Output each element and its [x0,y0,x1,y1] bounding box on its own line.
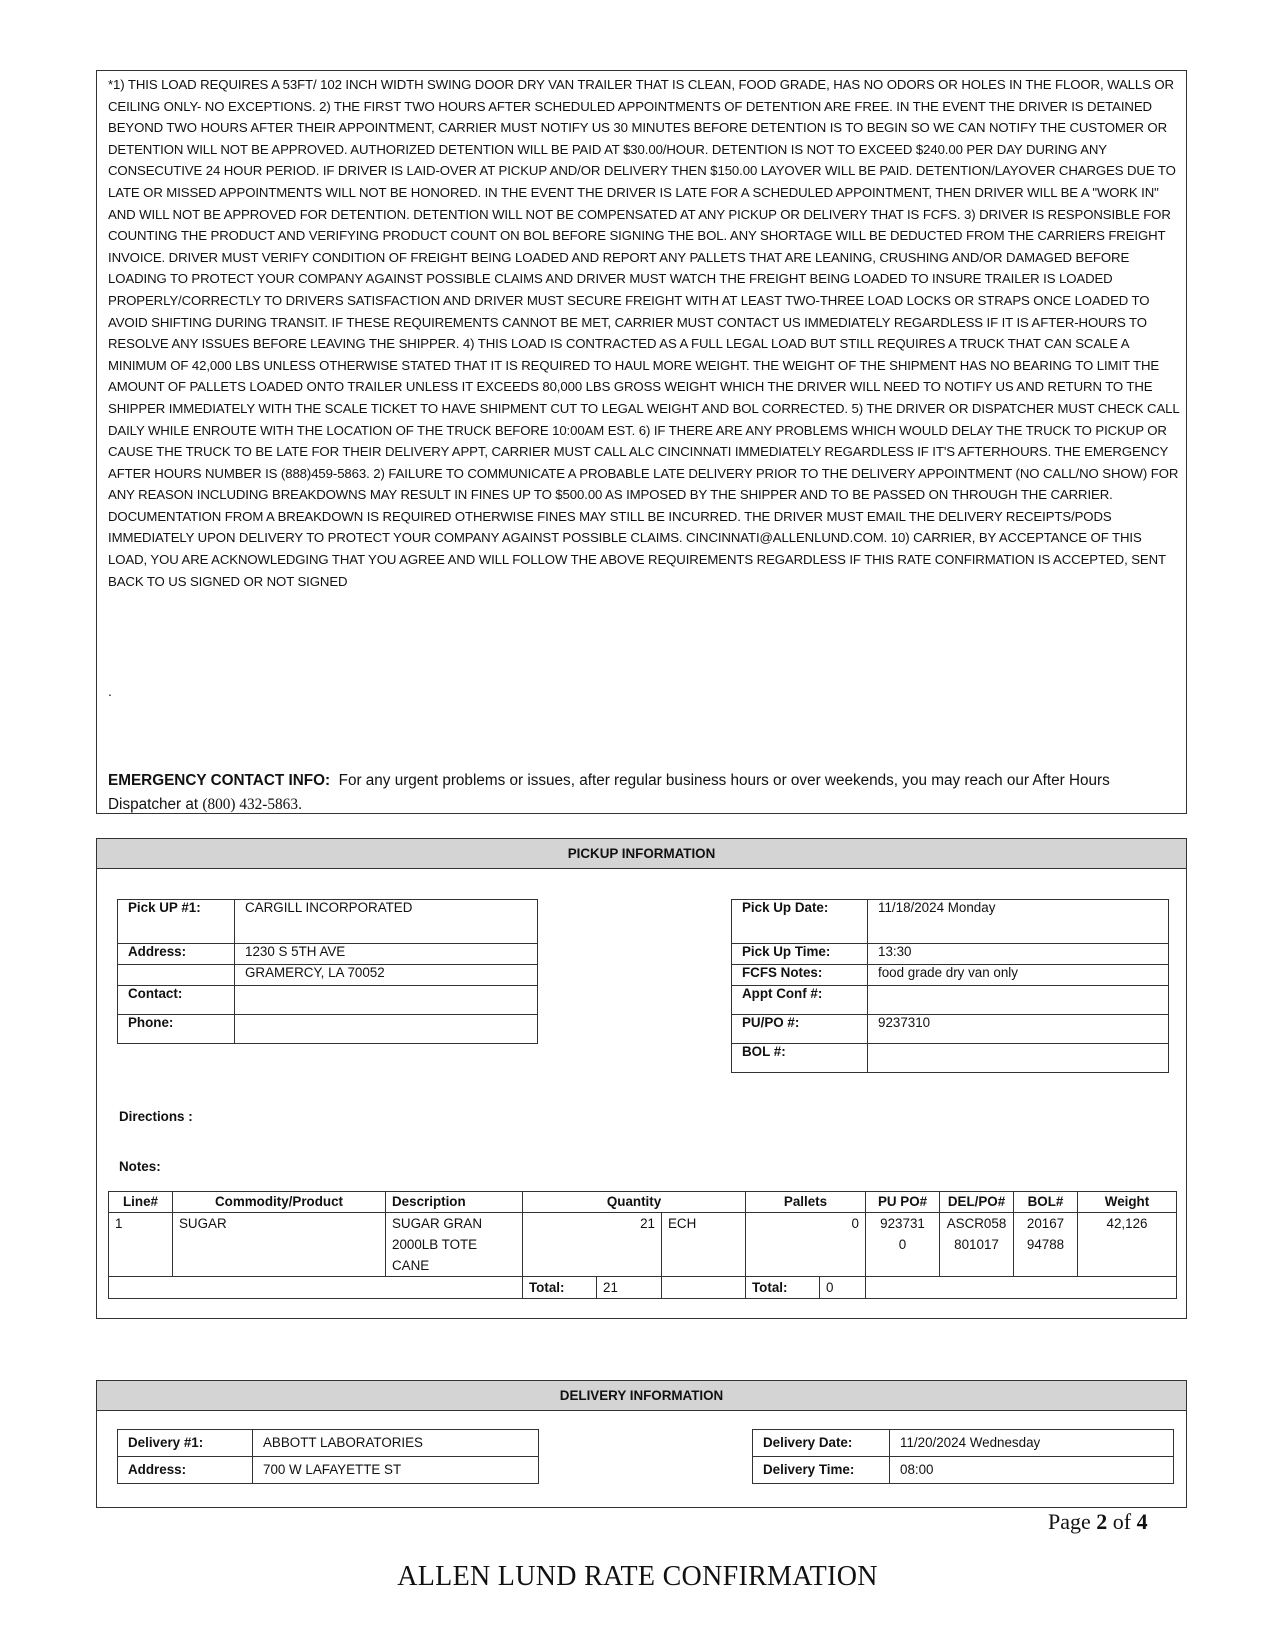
pickup-date-value: 11/18/2024 Monday [868,900,1169,944]
delivery-label: Delivery #1: [118,1430,253,1457]
bol-label: BOL #: [732,1044,868,1073]
terms-text: *1) THIS LOAD REQUIRES A 53FT/ 102 INCH WIDTH SWING DOOR DRY VAN TRAILER THAT IS CLEAN, FOOD GRADE, HAS NO ODORS OR HOLES IN THE FLOOR, WALLS OR CEILING ONLY- NO EXCEPTIONS. 2) THE FIRST TWO HOURS AFTER SCHEDULED APPOINTMENTS OF DETENTION ARE FREE. IN THE EVENT THE DRIVER IS DETAINED BEYOND TWO HOURS AFTER THEIR APPOINTMENT, CARRIER MUST NOTIFY US 30 MINUTES BEFORE DETENTION IS TO BEGIN SO WE CAN NOTIFY THE CUSTOMER OR DETENTION WILL NOT BE APPROVED. AUTHORIZED DETENTION WILL BE PAID AT $30.00/HOUR. DETENTION IS NOT TO EXCEED $240.00 PER DAY DURING ANY CONSECUTIVE 24 HOUR PERIOD. IF DRIVER IS LAID-OVER AT PICKUP AND/OR DELIVERY THEN $150.00 LAYOVER WILL BE PAID. DETENTION/LAYOVER CHARGES DUE TO LATE OR MISSED APPOINTMENTS WILL NOT BE HONORED. IN THE EVENT THE DRIVER IS LATE FOR A SCHEDULED APPOINTMENT, THEN DRIVER WILL BE A "WORK IN" AND WILL NOT BE APPROVED FOR DETENTION. DETENTION WILL NOT BE COMPENSATED AT ANY PICKUP OR DELIVERY THAT IS FCFS. 3) DRIVER IS RESPONSIBLE FOR COUNTING THE PRODUCT AND VERIFYING PRODUCT COUNT ON BOL BEFORE SIGNING THE BOL. ANY SHORTAGE WILL BE DEDUCTED FROM THE CARRIERS FREIGHT INVOICE. DRIVER MUST VERIFY CONDITION OF FREIGHT BEING LOADED AND REPORT ANY PALLETS THAT ARE LEANING, CRUSHING AND/OR DAMAGED BEFORE LOADING TO PROTECT YOUR COMPANY AGAINST POSSIBLE CLAIMS AND DRIVER MUST WATCH THE FREIGHT BEING LOADED TO INSURE TRAILER IS LOADED PROPERLY/CORRECTLY TO DRIVERS SATISFACTION AND DRIVER MUST SECURE FREIGHT WITH AT LEAST TWO-THREE LOAD LOCKS OR STRAPS ONCE LOADED TO AVOID SHIFTING DURING TRANSIT. IF THESE REQUIREMENTS CANNOT BE MET, CARRIER MUST CONTACT US IMMEDIATELY REGARDLESS IF IT IS AFTER-HOURS TO RESOLVE ANY ISSUES BEFORE LEAVING THE SHIPPER. 4) THIS LOAD IS CONTRACTED AS A FULL LEGAL LOAD BUT STILL REQUIRES A TRUCK THAT CAN SCALE A MINIMUM OF 42,000 LBS UNLESS OTHERWISE STATED THAT IT IS REQUIRED TO HAUL MORE WEIGHT. THE WEIGHT OF THE SHIPMENT HAS NO BEARING TO LIMIT THE AMOUNT OF PALLETS LOADED ONTO TRAILER UNLESS IT EXCEEDS 80,000 LBS GROSS WEIGHT WHICH THE DRIVER WILL NEED TO NOTIFY US AND RETURN TO THE SHIPPER IMMEDIATELY WITH THE SCALE TICKET TO HAVE SHIPMENT CUT TO LEGAL WEIGHT AND BOL CORRECTED. 5) THE DRIVER OR DISPATCHER MUST CHECK CALL DAILY WHILE ENROUTE WITH THE LOCATION OF THE TRUCK BEFORE 10:00AM EST. 6) IF THERE ARE ANY PROBLEMS WHICH WOULD DELAY THE TRUCK TO PICKUP OR CAUSE THE TRUCK TO BE LATE FOR THEIR DELIVERY APPT, CARRIER MUST CALL ALC CINCINNATI IMMEDIATELY REGARDLESS IF IT'S AFTERHOURS. THE EMERGENCY AFTER HOURS NUMBER IS (888)459-5863. 2) FAILURE TO COMMUNICATE A PROBABLE LATE DELIVERY PRIOR TO THE DELIVERY APPOINTMENT (NO CALL/NO SHOW) FOR ANY REASON INCLUDING BREAKDOWNS MAY RESULT IN FINES UP TO $500.00 AS IMPOSED BY THE SHIPPER AND TO BE PASSED ON THROUGH THE CARRIER. DOCUMENTATION FROM A BREAKDOWN IS REQUIRED OTHERWISE FINES MAY STILL BE INCURRED. THE DRIVER MUST EMAIL THE DELIVERY RECEIPTS/PODS IMMEDIATELY UPON DELIVERY TO PROTECT YOUR COMPANY AGAINST POSSIBLE CLAIMS. CINCINNATI@ALLENLUND.COM. 10) CARRIER, BY ACCEPTANCE OF THIS LOAD, YOU ARE ACKNOWLEDGING THAT YOU AGREE AND WILL FOLLOW THE ABOVE REQUIREMENTS REGARDLESS IF THIS RATE CONFIRMATION IS ACCEPTED, SENT BACK TO US SIGNED OR NOT SIGNED [108,77,1180,589]
cell-del-po: ASCR058 801017 [940,1213,1014,1277]
contact-label: Contact: [118,986,235,1015]
appt-value [868,986,1169,1015]
pickup-right-table [731,899,1169,1073]
col-del-po: DEL/PO# [940,1192,1014,1213]
cell-bol: 20167 94788 [1014,1213,1078,1277]
col-bol: BOL# [1014,1192,1078,1213]
fcfs-value: food grade dry van only [868,965,1169,986]
footer-title: ALLEN LUND RATE CONFIRMATION [397,1561,878,1592]
page-number: Page 2 of 4 [1048,1509,1148,1534]
pickup-header: PICKUP INFORMATION [97,839,1186,869]
delivery-time-label: Delivery Time: [753,1457,890,1484]
delivery-value: ABBOTT LABORATORIES [253,1430,539,1457]
appt-label: Appt Conf #: [732,986,868,1015]
total-qty-label: Total: [523,1277,597,1299]
delivery-right-table [752,1429,1174,1484]
total-pallets: 0 [820,1277,866,1299]
cell-pu-po: 923731 0 [866,1213,940,1277]
pickup-time-label: Pick Up Time: [732,944,868,965]
bol-value [868,1044,1169,1073]
cell-commodity: SUGAR [173,1213,386,1277]
phone-label: Phone: [118,1015,235,1044]
pickup-label: Pick UP #1: [118,900,235,944]
col-quantity: Quantity [523,1192,746,1213]
notes-label: Notes: [119,1159,161,1174]
col-pallets: Pallets [746,1192,866,1213]
cell-qty: 21 [523,1213,662,1277]
emergency-end: . [297,796,303,813]
goods-table [108,1191,1177,1299]
po-value: 9237310 [868,1015,1169,1044]
po-label: PU/PO #: [732,1015,868,1044]
cell-pallets: 0 [746,1213,866,1277]
delivery-date-value: 11/20/2024 Wednesday [890,1430,1174,1457]
emergency-text: For any urgent problems or issues, after regular business hours or over weekends, you may reach our After Hours Dispatcher at [108,772,1110,813]
address-line1: 1230 S 5TH AVE [235,944,538,965]
pickup-time-value: 13:30 [868,944,1169,965]
pickup-left-table [117,899,538,1044]
table-row [109,1213,1177,1277]
total-qty: 21 [597,1277,662,1299]
address-line2: GRAMERCY, LA 70052 [235,965,538,986]
delivery-header: DELIVERY INFORMATION [97,1381,1186,1411]
cell-line: 1 [109,1213,173,1277]
contact-value [235,986,538,1015]
terms-box [96,70,1187,814]
delivery-address-label: Address: [118,1457,253,1484]
col-line: Line# [109,1192,173,1213]
total-pallets-label: Total: [746,1277,820,1299]
address-label: Address: [118,944,235,965]
delivery-address-value: 700 W LAFAYETTE ST [253,1457,539,1484]
directions-label: Directions : [119,1109,193,1124]
delivery-left-table [117,1429,539,1484]
terms-dot: . [108,683,112,699]
phone-value [235,1015,538,1044]
emergency-phone: (800) 432-5863 [202,796,298,813]
cell-description: SUGAR GRAN 2000LB TOTE CANE [386,1213,523,1277]
emergency-contact [108,769,1180,817]
fcfs-label: FCFS Notes: [732,965,868,986]
totals-row [109,1277,1177,1299]
emergency-label: EMERGENCY CONTACT INFO: [108,772,331,789]
col-description: Description [386,1192,523,1213]
delivery-time-value: 08:00 [890,1457,1174,1484]
pickup-value: CARGILL INCORPORATED [235,900,538,944]
col-commodity: Commodity/Product [173,1192,386,1213]
cell-unit: ECH [662,1213,746,1277]
delivery-section [96,1380,1187,1508]
pickup-date-label: Pick Up Date: [732,900,868,944]
pickup-section [96,838,1187,1319]
col-pu-po: PU PO# [866,1192,940,1213]
delivery-date-label: Delivery Date: [753,1430,890,1457]
cell-weight: 42,126 [1078,1213,1177,1277]
col-weight: Weight [1078,1192,1177,1213]
